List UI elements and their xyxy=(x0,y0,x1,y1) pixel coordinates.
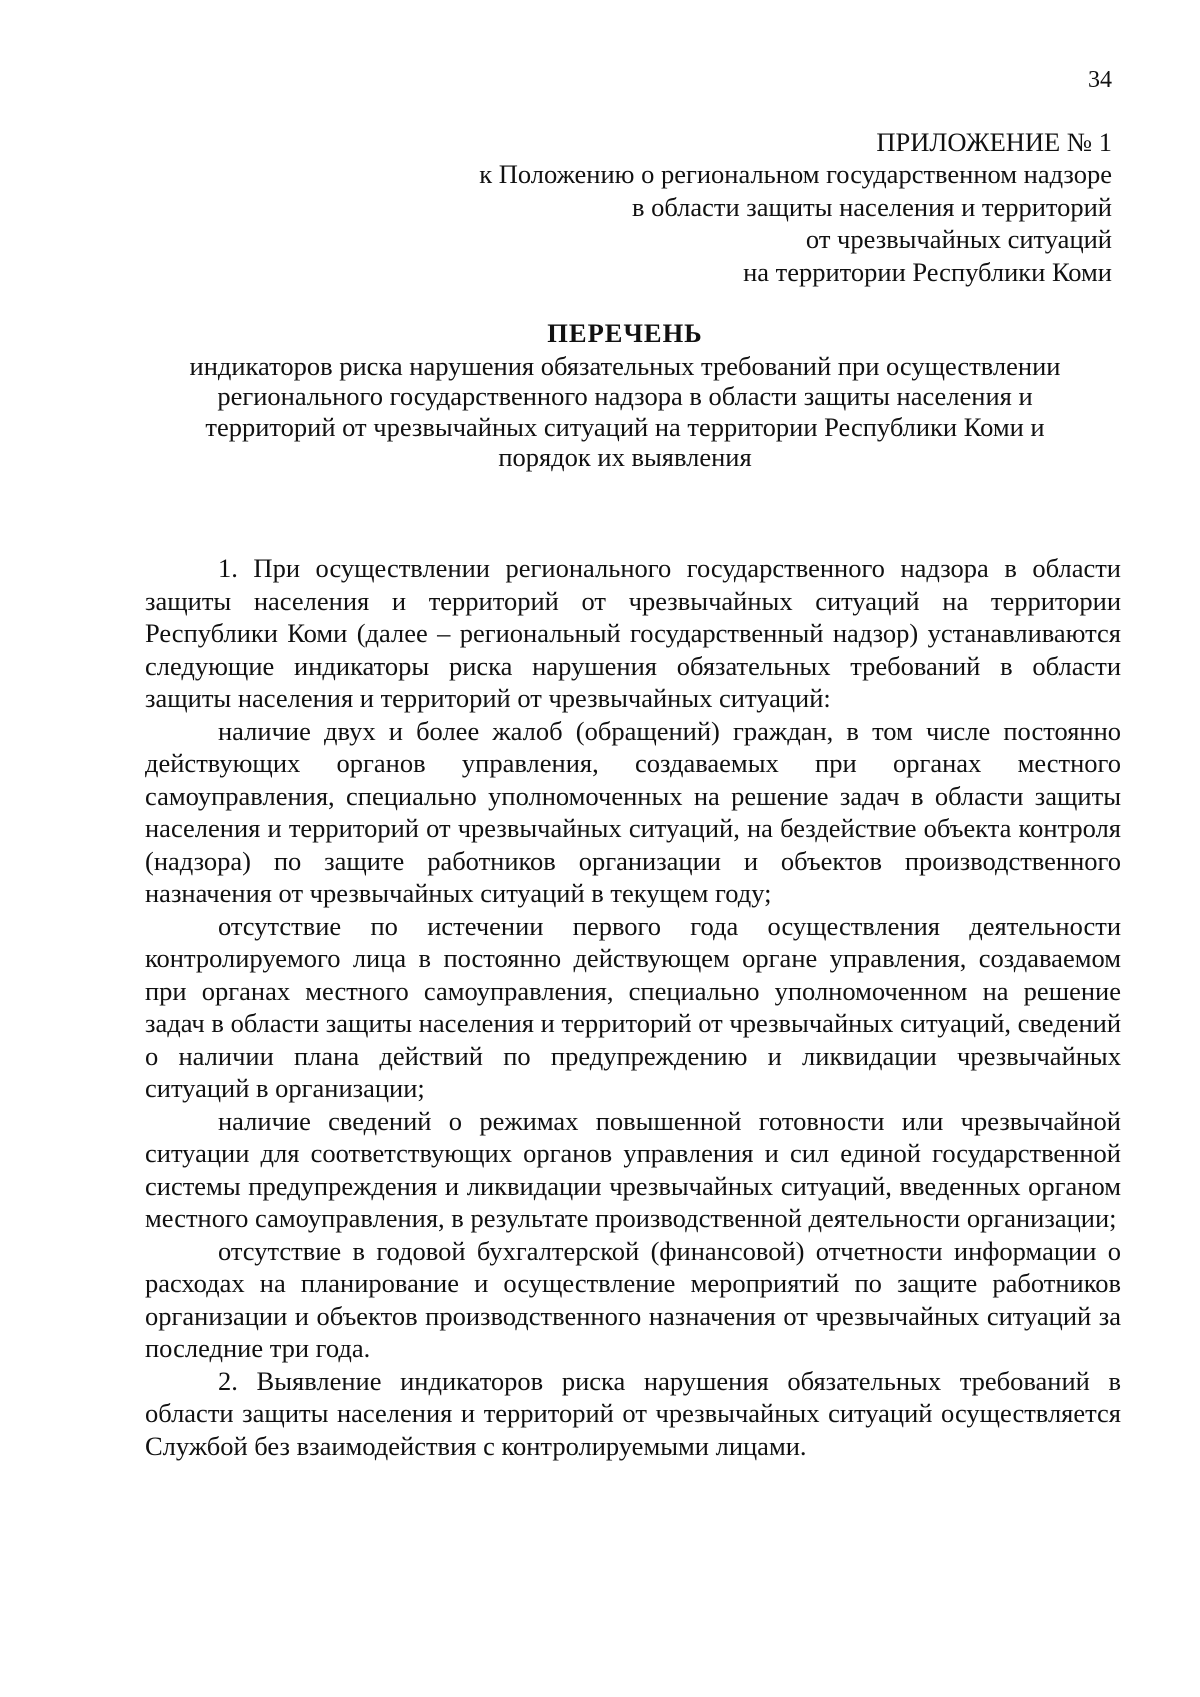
paragraph-2: 2. Выявление индикаторов риска нарушения обязательных требований в области защиты населения и территорий от чрезвычайных ситуаций осуществляется Службой без взаимодействия с контролируемыми лицами. xyxy=(145,1365,1121,1461)
risk-indicator-complaints: наличие двух и более жалоб (обращений) граждан, в том числе постоянно действующих органов управления, создаваемых при органах местного самоуправления, специально уполномоченных на решение задач в области защиты населения и территорий от чрезвычайных ситуаций, на бездействие объекта контроля (надзора) по защите работников организации и объектов производственного назначения от чрезвычайных ситуаций в текущем году; xyxy=(145,715,1121,908)
risk-indicator-no-expenses: отсутствие в годовой бухгалтерской (финансовой) отчетности информации о расходах на планирование и осуществление мероприятий по защите работников организации и объектов производственного назначения от чрезвычайных ситуаций за последние три года. xyxy=(145,1235,1121,1363)
document-title: ПЕРЕЧЕНЬ xyxy=(547,318,703,348)
appendix-header xyxy=(212,126,1112,288)
subtitle-line: территорий от чрезвычайных ситуаций на территории Республики Коми и xyxy=(205,411,1045,442)
paragraph-1: 1. При осуществлении регионального государственного надзора в области защиты населения и территорий от чрезвычайных ситуаций на территории Республики Коми (далее – региональный государственный надзор) устанавливаются следующие индикаторы риска нарушения обязательных требований в области защиты населения и территорий от чрезвычайных ситуаций: xyxy=(145,553,1121,713)
risk-indicator-emergency-regime: наличие сведений о режимах повышенной готовности или чрезвычайной ситуации для соответствующих органов управления и сил единой государственной системы предупреждения и ликвидации чрезвычайных ситуаций, введенных органом местного самоуправления, в результате производственной деятельности организации; xyxy=(145,1105,1121,1233)
subtitle-line: индикаторов риска нарушения обязательных требований при осуществлении xyxy=(189,350,1061,381)
page-number: 34 xyxy=(1088,67,1112,93)
document-heading xyxy=(130,318,1120,473)
subtitle-line: регионального государственного надзора в области защиты населения и xyxy=(217,381,1033,412)
appendix-line: в области защиты населения и территорий xyxy=(631,191,1112,222)
appendix-line: от чрезвычайных ситуаций xyxy=(805,224,1112,255)
appendix-line: к Положению о региональном государственном надзоре xyxy=(479,159,1112,190)
risk-indicator-no-action-plan: отсутствие по истечении первого года осуществления деятельности контролируемого лица в постоянно действующем органе управления, создаваемом при органах местного самоуправления, специально уполномоченном на решение задач в области защиты населения и территорий от чрезвычайных ситуаций, сведений о наличии плана действий по предупреждению и ликвидации чрезвычайных ситуаций в организации; xyxy=(145,910,1121,1103)
subtitle-line: порядок их выявления xyxy=(498,442,752,473)
appendix-title: ПРИЛОЖЕНИЕ № 1 xyxy=(876,127,1112,157)
appendix-line: на территории Республики Коми xyxy=(743,256,1112,287)
document-body xyxy=(145,552,1121,1462)
